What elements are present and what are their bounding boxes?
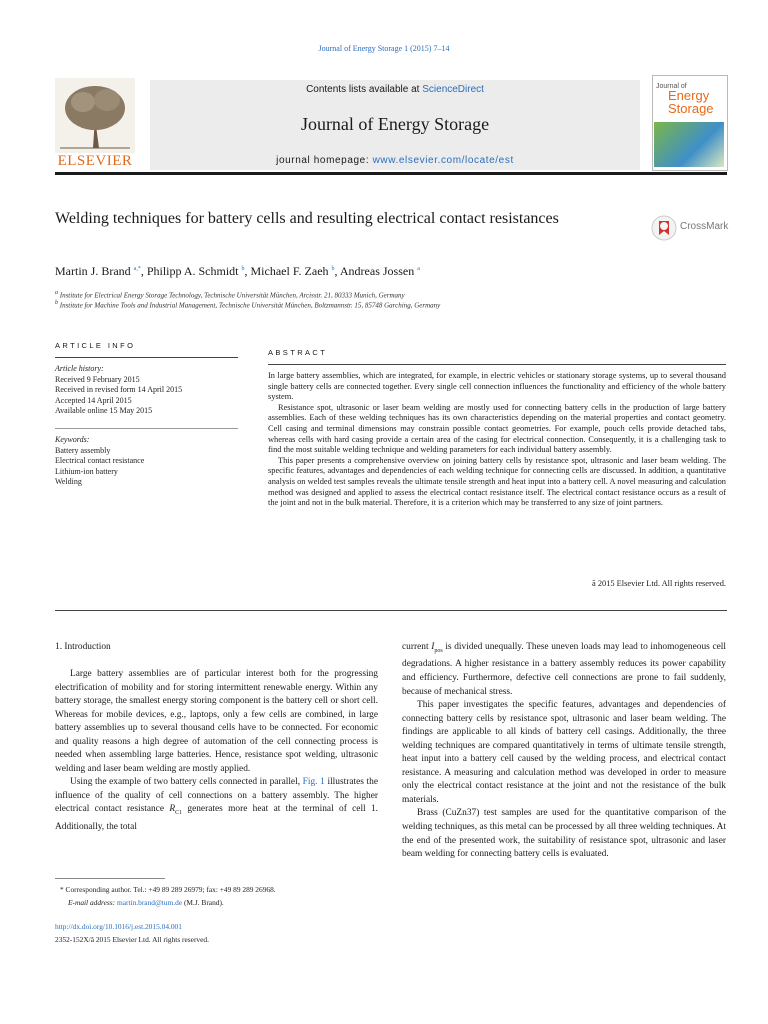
keywords-rule [55,428,238,429]
crossmark-label: CrossMark [680,221,729,232]
math-subscript: C1 [175,810,183,817]
crossmark-badge[interactable] [650,213,729,248]
body-right-column [402,641,726,862]
body-paragraph: This paper investigates the specific features, advantages and dependencies of connecting battery cells by resistance spot, ultrasonic and laser beam welding. The findings are applicable to all kinds of battery cell casings. Additionally, the three welding techniques are compared quantitatively in terms of ultimate tensile strength, heat input into a battery cell caused by the welding process, and electrical contact resistance. A measuring and calculation method was developed in order to measure only the electrical contact resistance at the joint and not the resistance of the bulk materials. [402,700,726,805]
author-mark[interactable]: b [331,266,335,272]
affiliation [55,290,405,299]
body-text: generates more heat at the terminal of cell 1. Additionally, the total [55,804,379,832]
author-list: Martin J. Brand $^{a,*}$, Philipp A. Schmidt $^b$, Michael F. Zaeh $^b$, Andreas Jossen $^a$ [55,264,420,278]
article-info-heading: ARTICLE INFO [55,341,136,350]
body-paragraph: Large battery assemblies are of particular interest both for the progressing electrification of mobility and for storing intermittent renewable energy. Within any battery storage, the smallest energy storing component is the battery cell or short cell. Whereas for mobile devices, e.g., laptops, only a few cells are combined, in large battery assemblies up to several thousand cells have to be connected. For economic and quality reasons a high degree of automation of the cell connecting process is needed when assembling large batteries. Hence, resistance spot welding, ultrasonic welding and laser beam welding are mostly applied. [55,669,378,774]
affiliation [55,300,440,309]
doi-link[interactable]: http://dx.doi.org/10.1016/j.est.2015.04.001 [55,922,182,931]
abstract-paragraph: In large battery assemblies, which are integrated, for example, in electric vehicles or stationary storage systems, up to several thousand single battery cells are connected together. Every single cell connection influences the functionality and efficiency of the whole battery system. [268,371,726,402]
article-info-rule [55,357,238,358]
cover-title-line2: Storage [668,101,714,116]
homepage-prefix: journal homepage: [276,155,373,166]
article-title: Welding techniques for battery cells and resulting electrical contact resistances [55,210,559,227]
body-left-column [55,668,378,834]
affiliation-text: Institute for Electrical Energy Storage Technology, Technische Universität München, Arcisstr. 21, 80333 Munich, Germany [59,291,405,300]
history-item: Received in revised form 14 April 2015 [55,385,183,394]
body-text: is divided unequally. These uneven loads may lead to inhomogeneous cell degradations. A higher resistance in a battery assembly reduces its power capability and efficiency. Furthermore, defective cell connections are prone to fail suddenly, because of mechanical stress. [402,642,726,697]
keywords-block [55,435,238,488]
contents-line [150,84,640,95]
affiliation-mark: a [55,290,58,296]
abstract-paragraph: This paper presents a comprehensive overview on joining battery cells by resistance spot, ultrasonic and laser beam welding. The specific features, advantages and dependencies of each welding technique for connecting cells are discussed. In addition, a quantitative analysis on welded test samples reveals the ultimate tensile strength and heat input into a battery cell. A novel measuring and calculation method was designed and applied to assess the electrical contact resistance itself. The electrical contact resistance occurs as a result of the joint and not in the bulk material. Therefore, it is a criterion which may be transferred to any size of joint partners. [268,455,726,508]
history-item: Accepted 14 April 2015 [55,395,132,405]
publisher-wordmark: ELSEVIER [57,153,133,169]
body-text: illustrates the influence of the quality of cell connections on a battery assembly. The higher electrical contact resistance [55,777,378,815]
body-paragraph [402,641,726,699]
affiliation-text: Institute for Machine Tools and Industrial Management, Technische Universität München, Boltzmannstr. 15, 85748 Garching, Germany [59,301,441,310]
author-mark[interactable]: a [417,266,420,272]
body-text: Using the example of two battery cells connected in parallel, [70,777,303,788]
doi-block [55,921,375,946]
abstract-end-rule [55,610,727,611]
email-note [60,897,380,910]
abstract-body [268,371,726,509]
body-text: current [402,642,432,652]
journal-homepage [150,155,640,166]
journal-title: Journal of Energy Storage [300,114,490,134]
keyword[interactable]: Welding [55,477,82,486]
email-suffix: (M.J. Brand). [182,897,224,907]
abstract-copyright: ã 2015 Elsevier Ltd. All rights reserved. [592,579,726,588]
body-paragraph [55,776,378,834]
author-mark[interactable]: b [241,266,245,272]
author-name[interactable]: Philipp A. Schmidt [146,264,239,278]
cover-journal-label: Journal of [656,83,687,90]
journal-citation[interactable]: Journal of Energy Storage 1 (2015) 7–14 [318,44,450,53]
homepage-link[interactable]: www.elsevier.com/locate/est [372,155,514,166]
footnote-rule [55,878,165,879]
author-mark[interactable]: a,* [133,266,141,272]
author-name[interactable]: Michael F. Zaeh [250,264,329,278]
article-history [55,364,238,417]
cover-artwork [654,122,724,167]
history-item: Available online 15 May 2015 [55,406,153,415]
header-rule [55,172,727,175]
corresponding-author-note: * Corresponding author. Tel.: +49 89 289 26979; fax: +49 89 289 26968. [60,885,276,894]
issn-line: 2352-152X/ã 2015 Elsevier Ltd. All rights reserved. [55,934,209,944]
cover-title-line1: Energy [668,88,710,103]
keyword[interactable]: Electrical contact resistance [55,456,145,465]
keyword[interactable]: Lithium-ion battery [55,466,118,476]
math-symbol: I [431,642,435,652]
section-heading: 1. Introduction [55,642,111,652]
sciencedirect-link[interactable]: ScienceDirect [422,84,484,95]
footnotes [60,884,380,909]
email-link[interactable]: martin.brand@tum.de [117,897,183,907]
keywords-label: Keywords: [55,435,90,444]
contents-prefix: Contents lists available at [306,84,423,95]
abstract-rule [268,364,726,365]
history-item: Received 9 February 2015 [55,374,140,384]
author-name[interactable]: Andreas Jossen [339,264,415,278]
math-subscript: pos [434,647,443,654]
abstract-paragraph: Resistance spot, ultrasonic or laser beam welding are mostly used for connecting battery cells in the production of large battery assemblies. Each of these welding techniques has its own characteristics depending on the material properties and contact geometry. Cell casing and terminal dimensions may constrain possible contact geometries. For example, pouch cells provide detached tabs, whereas cells with hard casing provide a certain area of the casing for electrical connection. Consequently, it is a challenging task to find the most suitable welding technique and welding parameters for each individual battery assembly. [268,402,726,455]
history-label: Article history: [55,364,104,373]
figure-link[interactable]: Fig. 1 [302,777,325,788]
math-symbol: R [169,804,176,815]
abstract-heading: ABSTRACT [268,348,328,357]
email-label: E-mail address: [68,897,117,907]
author-name[interactable]: Martin J. Brand [55,264,131,278]
keyword[interactable]: Battery assembly [55,445,111,455]
affiliation-mark: b [55,300,58,306]
body-paragraph: Brass (CuZn37) test samples are used for the quantitative comparison of the welding techniques, as this metal can be processed by all three welding techniques. At the end of the presented work, the suitability of resistance spot, ultrasonic and laser beam welding for connecting battery cells is evaluated. [402,808,726,860]
